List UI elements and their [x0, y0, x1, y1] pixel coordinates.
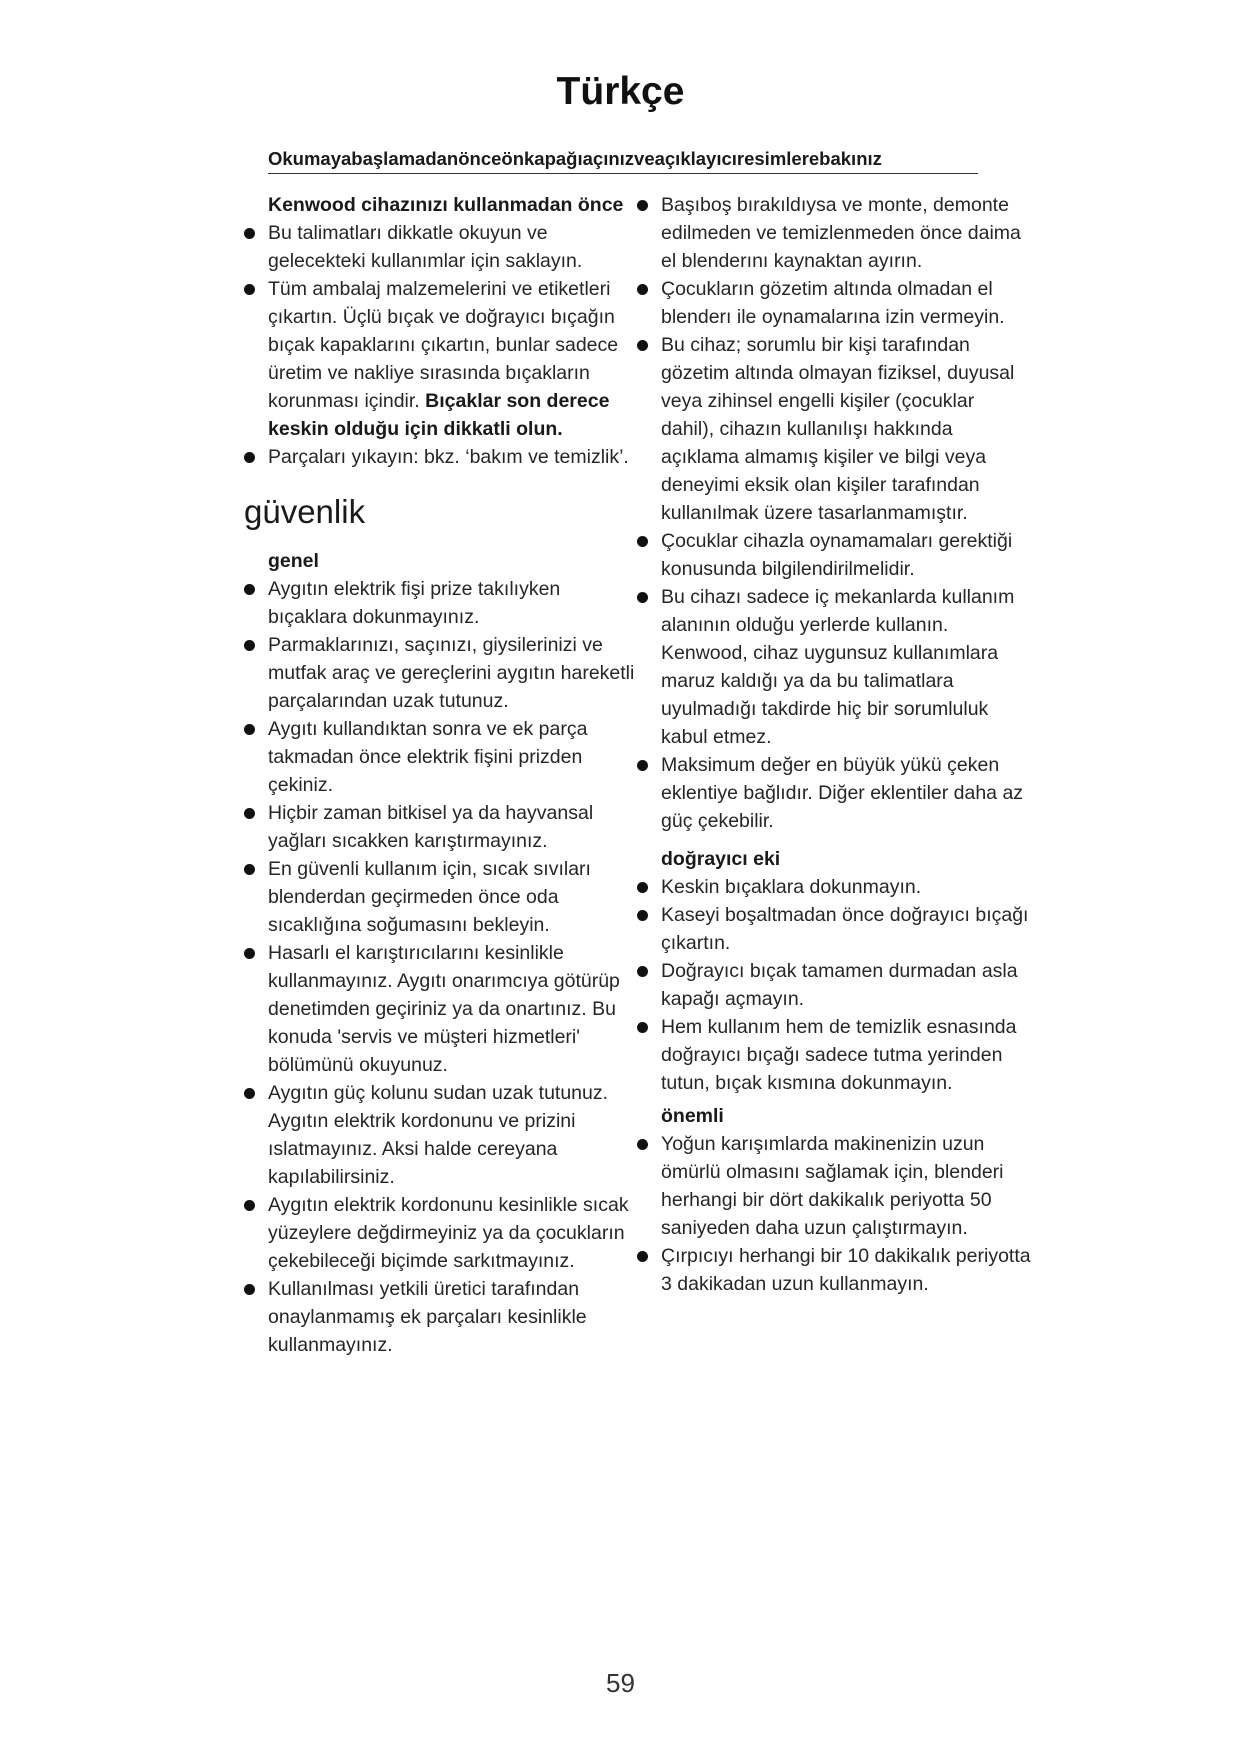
list-item-text: Parmaklarınızı, saçınızı, giysilerinizi ve mutfak araç ve gereçlerini aygıtın hareketli parçalarından uzak tutunuz. [268, 634, 635, 712]
bullet-icon [637, 284, 648, 295]
list-item-text: Hiçbir zaman bitkisel ya da hayvansal yağları sıcakken karıştırmayınız. [268, 802, 594, 852]
list-item-text: Aygıtın güç kolunu sudan uzak tutunuz. Aygıtın elektrik kordonunu ve prizini ıslatmayınız. Aksi halde cereyana kapılabilirsiniz. [268, 1082, 609, 1188]
list-item [661, 583, 1031, 751]
list-item [268, 275, 638, 443]
bullet-icon [637, 200, 648, 211]
page-title: Türkçe [556, 70, 685, 113]
list-item [268, 1191, 638, 1275]
list-item [661, 1013, 1031, 1097]
bullet-icon [637, 1022, 648, 1033]
list-item-text: Kaseyi boşaltmadan önce doğrayıcı bıçağı çıkartın. [661, 904, 1029, 954]
list-item-text: Hasarlı el karıştırıcılarını kesinlikle kullanmayınız. Aygıtı onarımcıya götürüp denetimden geçiriniz ya da onartınız. Bu konuda 'servis ve müşteri hizmetleri' bölümünü okuyunuz. [268, 942, 620, 1076]
list-item-text: Tüm ambalaj malzemelerini ve etiketleri çıkartın. Üçlü bıçak ve doğrayıcı bıçağın bıçak kapaklarını çıkartın, bunlar sadece üretim ve nakliye sırasında bıçakların korunması içindir. [268, 278, 619, 412]
chopper-heading: doğrayıcı eki [661, 848, 781, 870]
bullet-icon [637, 1251, 648, 1262]
list-item-text: Doğrayıcı bıçak tamamen durmadan asla kapağı açmayın. [661, 960, 1018, 1010]
bullet-icon [637, 966, 648, 977]
list-item [661, 873, 1031, 901]
list-item [268, 715, 638, 799]
bullet-icon [244, 1200, 255, 1211]
list-item [268, 1079, 638, 1191]
list-item-text: Keskin bıçaklara dokunmayın. [661, 876, 922, 898]
bullet-icon [244, 808, 255, 819]
list-item-text: Bu cihazı sadece iç mekanlarda kullanım alanının olduğu yerlerde kullanın. Kenwood, cihaz uygunsuz kullanımlara maruz kaldığı ya da bu talimatlara uyulmadığı takdirde hiç bir sorumluluk kabul etmez. [661, 586, 1015, 748]
list-item-text: Kullanılması yetkili üretici tarafından onaylanmamış ek parçaları kesinlikle kullanmayınız. [268, 1278, 587, 1356]
list-item-text: Aygıtın elektrik kordonunu kesinlikle sıcak yüzeylere değdirmeyiniz ya da çocukların çekebileceği biçimde sarkıtmayınız. [268, 1194, 629, 1272]
list-item-warning: Bıçaklar son derece keskin olduğu için dikkatli olun. [268, 390, 610, 440]
list-item-text: En güvenli kullanım için, sıcak sıvıları blenderdan geçirmeden önce oda sıcaklığına soğumasını bekleyin. [268, 858, 591, 936]
bullet-icon [244, 452, 255, 463]
subtitle: Okumayabaşlamadanönceönkapağıaçınızveaçıklayıcıresimlerebakınız [268, 148, 978, 174]
list-item [661, 191, 1031, 275]
list-item [661, 527, 1031, 583]
list-item [661, 275, 1031, 331]
list-item-text: Başıboş bırakıldıysa ve monte, demonte edilmeden ve temizlenmeden önce daima el blenderını kaynaktan ayırın. [661, 194, 1021, 272]
list-item [268, 631, 638, 715]
bullet-icon [637, 1139, 648, 1150]
list-item [268, 443, 638, 471]
bullet-icon [637, 882, 648, 893]
list-item-text: Bu cihaz; sorumlu bir kişi tarafından gözetim altında olmayan fiziksel, duyusal veya zihinsel engelli kişiler (çocuklar dahil), cihazın kullanılışı hakkında açıklama almamış kişiler ve bilgi veya deneyimi eksik olan kişiler tarafından kullanılmak üzere tasarlanmamıştır. [661, 334, 1015, 524]
list-item-text: Parçaları yıkayın: bkz. ‘bakım ve temizlik’. [268, 446, 629, 468]
bullet-icon [244, 948, 255, 959]
list-item [268, 855, 638, 939]
bullet-icon [637, 760, 648, 771]
general-heading: genel [268, 550, 319, 572]
list-item-text: Çırpıcıyı herhangi bir 10 dakikalık periyotta 3 dakikadan uzun kullanmayın. [661, 1245, 1031, 1295]
list-item-text: Çocuklar cihazla oynamamaları gerektiği konusunda bilgilendirilmelidir. [661, 530, 1013, 580]
list-item-text: Aygıtın elektrik fişi prize takılıyken bıçaklara dokunmayınız. [268, 578, 561, 628]
bullet-icon [637, 340, 648, 351]
left-column [244, 191, 638, 1359]
list-item [661, 901, 1031, 957]
bullet-icon [244, 1284, 255, 1295]
list-item-text: Yoğun karışımlarda makinenizin uzun ömürlü olmasını sağlamak için, blenderi herhangi bir dört dakikalık periyotta 50 saniyeden daha uzun çalıştırmayın. [661, 1133, 1004, 1239]
bullet-icon [244, 1088, 255, 1099]
bullet-icon [244, 864, 255, 875]
bullet-icon [637, 910, 648, 921]
bullet-icon [244, 584, 255, 595]
safety-heading: güvenlik [244, 493, 366, 530]
bullet-icon [244, 228, 255, 239]
list-item-text: Hem kullanım hem de temizlik esnasında doğrayıcı bıçağı sadece tutma yerinden tutun, bıçak kısmına dokunmayın. [661, 1016, 1017, 1094]
page-number: 59 [606, 1668, 635, 1698]
list-item [661, 751, 1031, 835]
list-item [268, 799, 638, 855]
list-item-text: Aygıtı kullandıktan sonra ve ek parça takmadan önce elektrik fişini prizden çekiniz. [268, 718, 588, 796]
list-item-text: Bu talimatları dikkatle okuyun ve gelecekteki kullanımlar için saklayın. [268, 222, 583, 272]
list-item [661, 957, 1031, 1013]
important-heading: önemli [661, 1105, 724, 1127]
list-item [661, 1242, 1031, 1298]
bullet-icon [244, 284, 255, 295]
list-item [268, 219, 638, 275]
list-item-text: Maksimum değer en büyük yükü çeken eklentiye bağlıdır. Diğer eklentiler daha az güç çekebilir. [661, 754, 1024, 832]
bullet-icon [637, 536, 648, 547]
bullet-icon [244, 640, 255, 651]
bullet-icon [637, 592, 648, 603]
right-column [661, 191, 1031, 1298]
list-item [268, 1275, 638, 1359]
before-use-heading: Kenwood cihazınızı kullanmadan önce [268, 194, 624, 216]
bullet-icon [244, 724, 255, 735]
list-item [661, 1130, 1031, 1242]
list-item [268, 939, 638, 1079]
list-item [661, 331, 1031, 527]
list-item [268, 575, 638, 631]
list-item-text: Çocukların gözetim altında olmadan el blenderı ile oynamalarına izin vermeyin. [661, 278, 1005, 328]
